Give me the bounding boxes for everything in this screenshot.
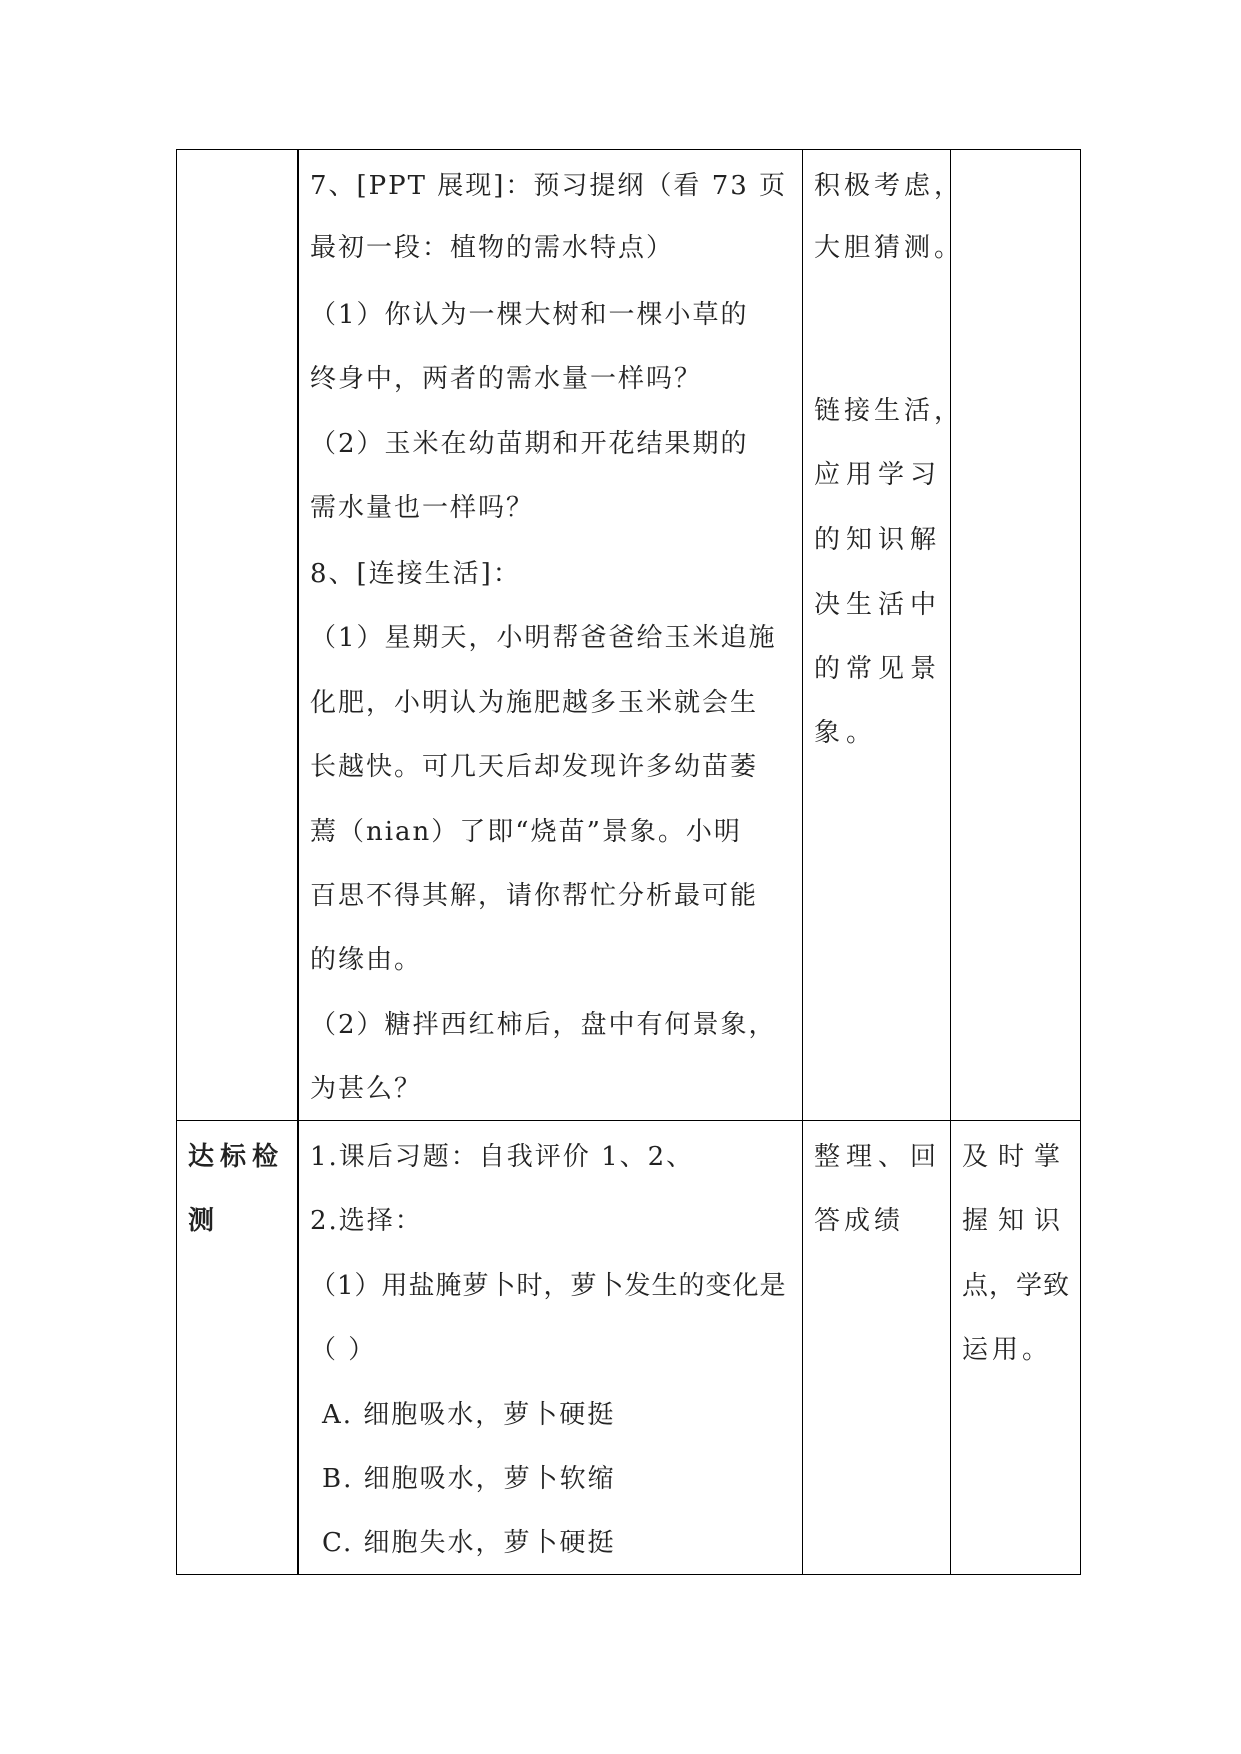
student-line: 大胆猜测。 [814,233,965,263]
content-line: 7、[PPT 展现]：预习提纲（看 73 页 [310,171,788,201]
table-right-border [1080,149,1081,1575]
content-line: B. 细胞吸水，萝卜软缩 [322,1464,616,1494]
student-line: 象。 [814,718,879,748]
content-line: 化肥，小明认为施肥越多玉米就会生 [310,688,759,718]
content-line: 2.选择： [310,1206,423,1236]
content-line: 最初一段：植物的需水特点） [310,233,675,263]
content-line: 百思不得其解，请你帮忙分析最可能 [310,881,759,911]
intent-line: 及时掌 [962,1142,1071,1172]
content-line: 1.课后习题：自我评价 1、2、 [310,1142,695,1172]
content-line: 为甚么？ [310,1074,423,1104]
student-line: 的常见景 [814,654,943,684]
content-line: 8、[连接生活]： [310,559,521,589]
student-line: 应用学习 [814,460,943,490]
content-line: （ ） [310,1335,377,1365]
content-line: 终身中，两者的需水量一样吗？ [310,364,703,394]
student-line: 积极考虑， [814,171,965,201]
student-line: 决生活中 [814,590,943,620]
content-line: （1）你认为一棵大树和一棵小草的 [310,300,749,330]
content-line: A. 细胞吸水，萝卜硬挺 [322,1400,616,1430]
content-line: （2）玉米在幼苗期和开花结果期的 [310,429,749,459]
student-line: 整理、回 [814,1142,943,1172]
intent-line: 运用。 [962,1335,1053,1365]
student-line: 链接生活， [814,396,965,426]
table-top-border [176,149,1080,150]
column-divider-1 [297,149,299,1575]
column-divider-3 [950,149,951,1575]
table-left-border [176,149,177,1575]
content-line: （2）糖拌西红柿后，盘中有何景象， [310,1010,777,1040]
intent-line: 点，学致 [962,1271,1071,1301]
student-line: 答成绩 [814,1206,905,1236]
content-line: （1）星期天，小明帮爸爸给玉米追施 [310,623,777,653]
row-divider [176,1120,1080,1121]
table-bottom-border [176,1574,1080,1575]
stage-label: 达标检 [188,1142,285,1172]
content-line: （1）用盐腌萝卜时，萝卜发生的变化是 [310,1271,787,1301]
intent-line: 握知识 [962,1206,1071,1236]
content-line: C. 细胞失水，萝卜硬挺 [322,1528,616,1558]
stage-label: 测 [188,1206,221,1236]
content-line: 的缘由。 [310,945,423,975]
content-line: 需水量也一样吗？ [310,493,535,523]
content-line: 长越快。可几天后却发现许多幼苗萎 [310,752,759,782]
student-line: 的知识解 [814,525,943,555]
content-line: 蔫（nian）了即“烧苗”景象。小明 [310,817,742,847]
column-divider-2 [802,149,803,1575]
